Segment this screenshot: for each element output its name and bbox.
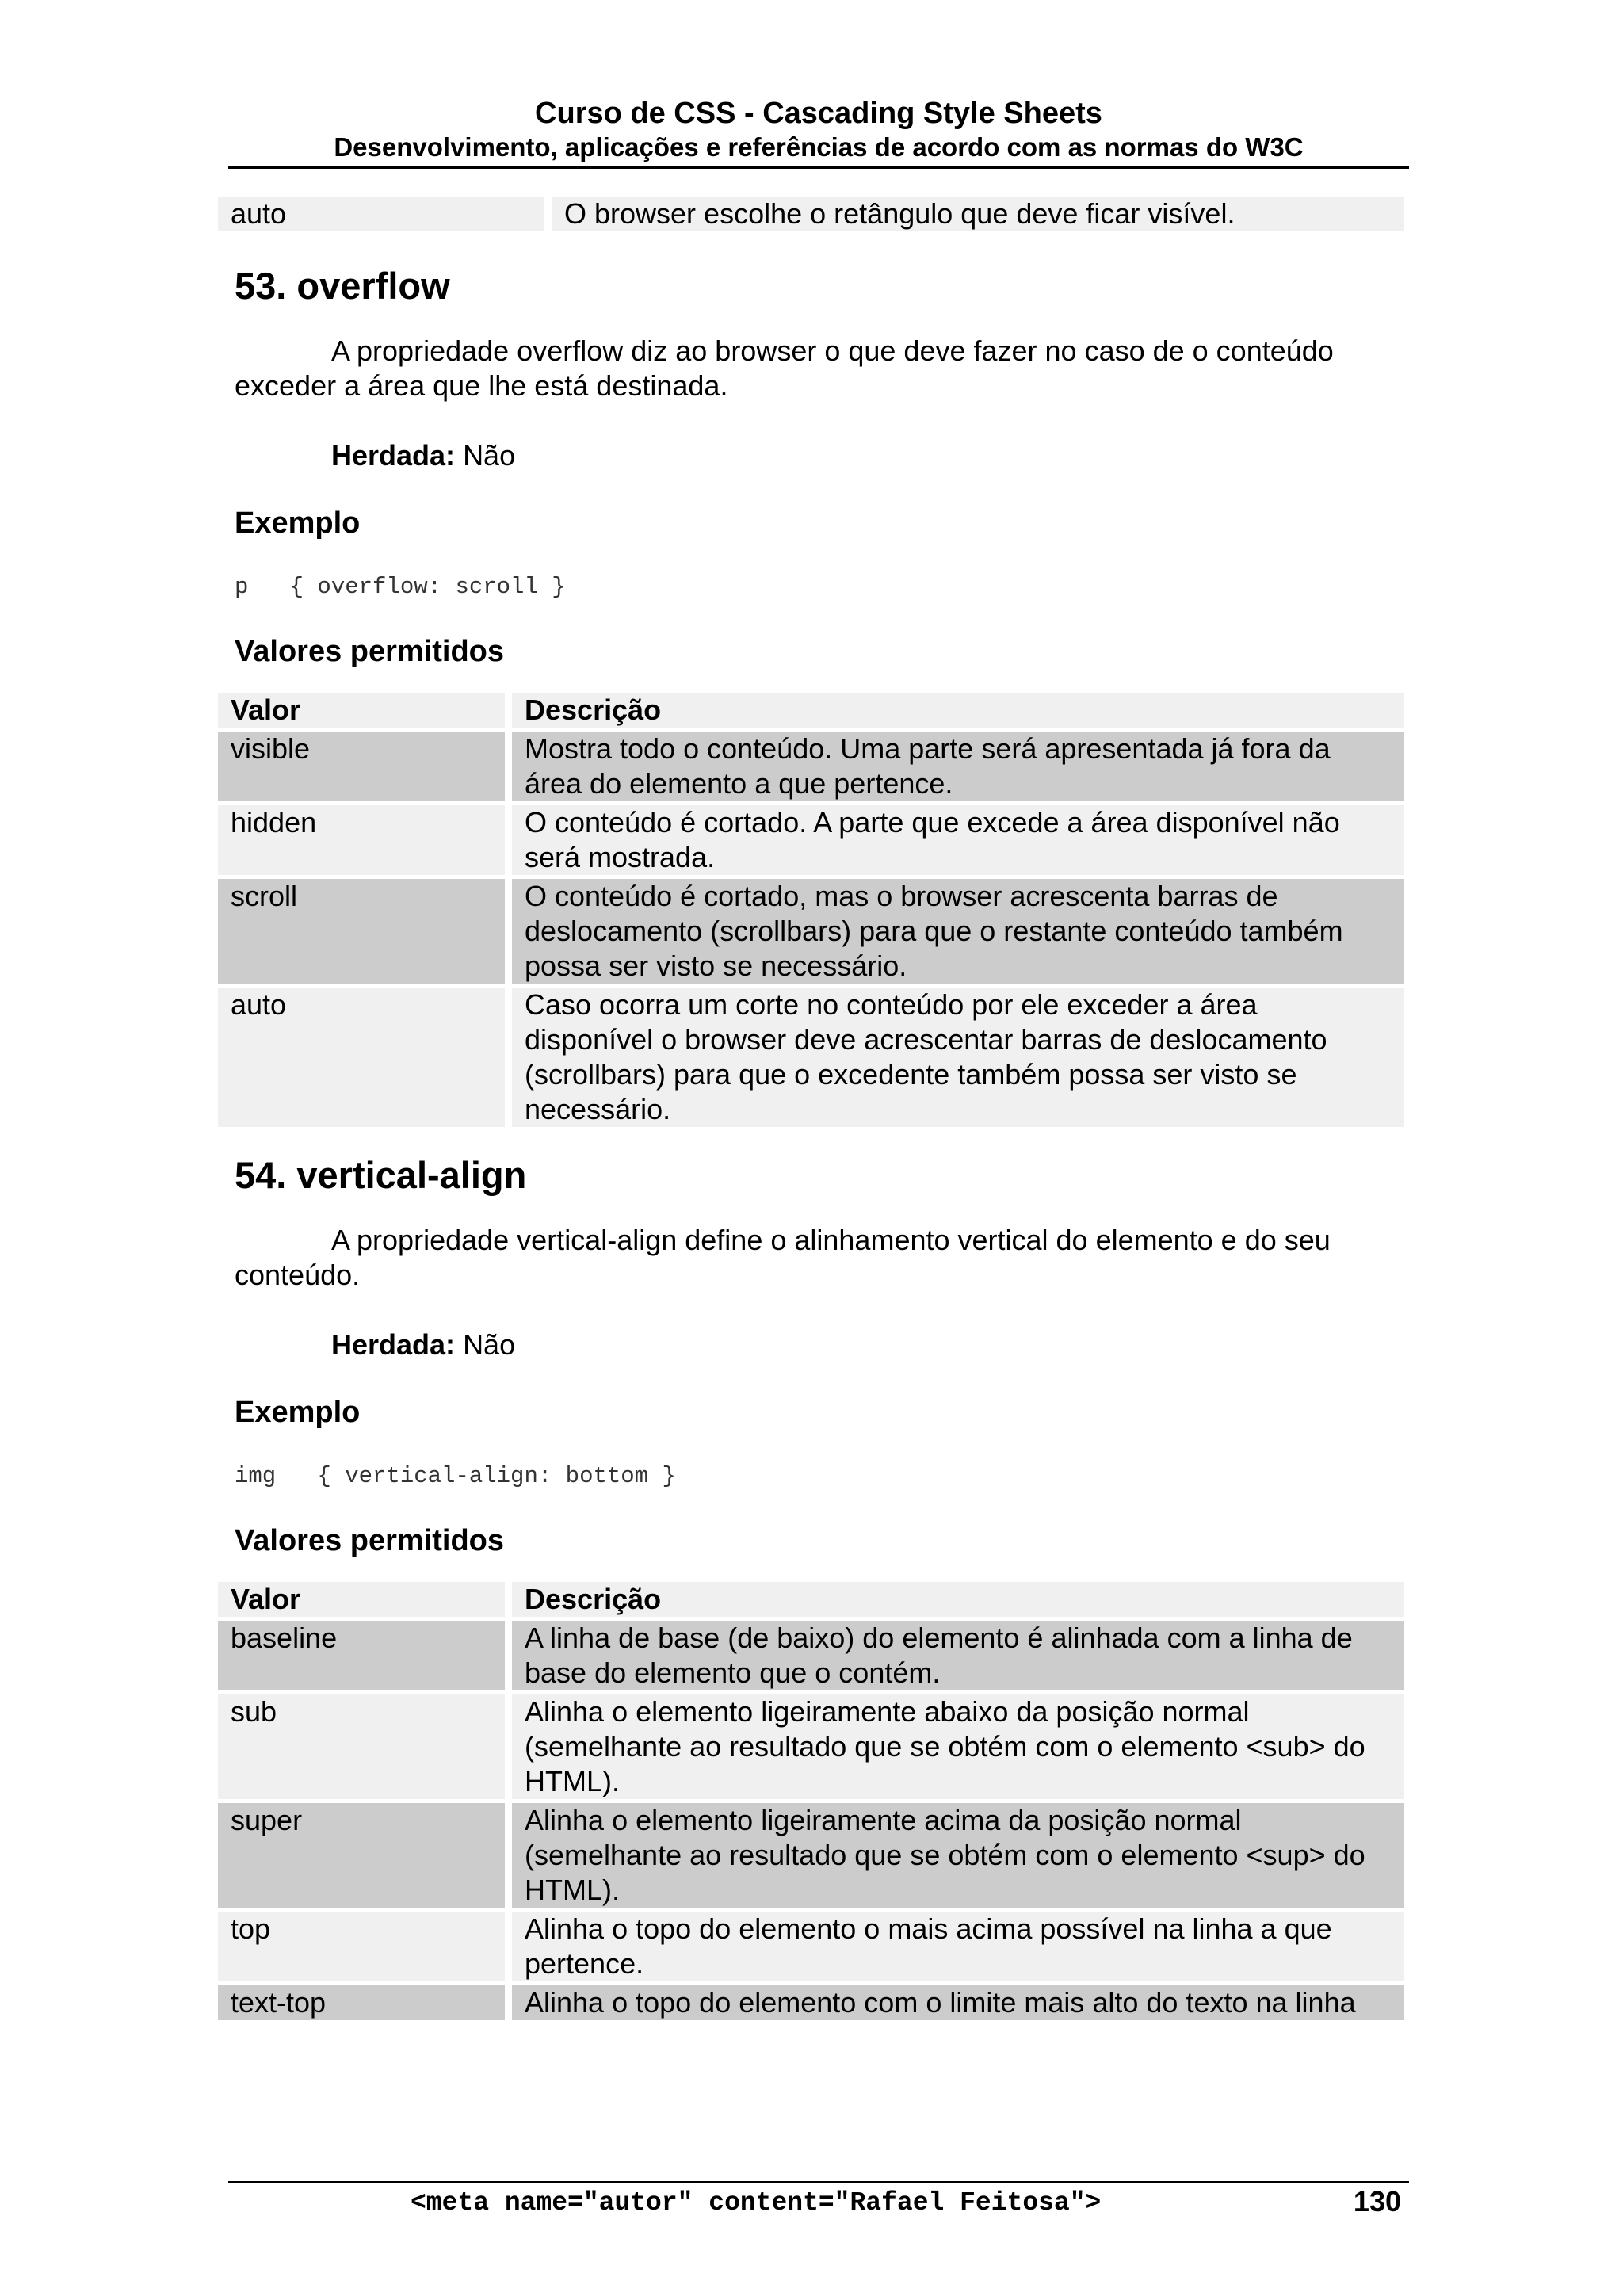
value-cell: scroll <box>218 879 505 984</box>
description-cell: Alinha o elemento ligeiramente abaixo da posição normal (semelhante ao resultado que se obtém com o elemento <sub> do HTML). <box>512 1694 1404 1799</box>
table-row <box>218 1985 1404 2020</box>
footer-rule <box>228 2181 1409 2183</box>
description-cell: O browser escolhe o retângulo que deve ficar visível. <box>552 197 1404 231</box>
column-header-value: Valor <box>218 1582 505 1617</box>
page-footer <box>228 2185 1409 2225</box>
value-cell: super <box>218 1803 505 1908</box>
table-row <box>218 1694 1404 1799</box>
value-cell: top <box>218 1912 505 1981</box>
table-header-row <box>218 693 1404 728</box>
section-heading-overflow: 53. overflow <box>235 265 450 307</box>
page-header <box>228 95 1409 163</box>
page-number: 130 <box>1353 2185 1401 2218</box>
description-cell: Alinha o topo do elemento o mais acima possível na linha a que pertence. <box>512 1912 1404 1981</box>
table-header-row <box>218 1582 1404 1617</box>
description-cell: O conteúdo é cortado. A parte que excede a área disponível não será mostrada. <box>512 805 1404 875</box>
column-header-description: Descrição <box>512 1582 1404 1617</box>
document-title: Curso de CSS - Cascading Style Sheets <box>535 97 1102 130</box>
section-paragraph: A propriedade vertical-align define o alinhamento vertical do elemento e do seu conteúdo. <box>235 1224 1331 1291</box>
table-row <box>218 879 1404 984</box>
footer-meta-text: <meta name="autor" content="Rafael Feitosa"> <box>411 2188 1102 2218</box>
inherited-value: Não <box>463 1328 516 1361</box>
description-cell: Caso ocorra um corte no conteúdo por ele exceder a área disponível o browser deve acrescentar barras de deslocamento (scrollbars) para que o excedente também possa ser visto se necessário. <box>512 988 1404 1127</box>
column-header-value: Valor <box>218 693 505 728</box>
description-cell: Alinha o elemento ligeiramente acima da posição normal (semelhante ao resultado que se obtém com o elemento <sup> do HTML). <box>512 1803 1404 1908</box>
vertical-align-values-table <box>211 1578 1411 2024</box>
table-row <box>218 732 1404 801</box>
example-heading: Exemplo <box>235 506 361 540</box>
table-row <box>218 1621 1404 1690</box>
values-heading: Valores permitidos <box>235 635 505 668</box>
value-cell: text-top <box>218 1985 505 2020</box>
table-row <box>218 1912 1404 1981</box>
value-cell: baseline <box>218 1621 505 1690</box>
example-code: p { overflow: scroll } <box>235 574 566 600</box>
page-content <box>218 193 1419 2024</box>
table-row <box>218 805 1404 875</box>
section-heading-vertical-align: 54. vertical-align <box>235 1154 527 1196</box>
inherited-line <box>218 438 1419 473</box>
value-cell: hidden <box>218 805 505 875</box>
value-cell: sub <box>218 1694 505 1799</box>
table-row <box>218 1803 1404 1908</box>
header-rule <box>228 166 1409 169</box>
description-cell: O conteúdo é cortado, mas o browser acrescenta barras de deslocamento (scrollbars) para que o restante conteúdo também possa ser visto se necessário. <box>512 879 1404 984</box>
description-cell: Mostra todo o conteúdo. Uma parte será apresentada já fora da área do elemento a que pertence. <box>512 732 1404 801</box>
inherited-value: Não <box>463 439 516 472</box>
description-cell: A linha de base (de baixo) do elemento é alinhada com a linha de base do elemento que o contém. <box>512 1621 1404 1690</box>
value-cell: visible <box>218 732 505 801</box>
continued-values-table <box>211 193 1411 235</box>
column-header-description: Descrição <box>512 693 1404 728</box>
value-cell: auto <box>218 988 505 1127</box>
section-paragraph: A propriedade overflow diz ao browser o que deve fazer no caso de o conteúdo exceder a área que lhe está destinada. <box>235 334 1334 402</box>
table-row <box>218 197 1404 231</box>
example-heading: Exemplo <box>235 1396 361 1429</box>
description-cell: Alinha o topo do elemento com o limite mais alto do texto na linha <box>512 1985 1404 2020</box>
inherited-label: Herdada: <box>331 1328 456 1361</box>
example-code: img { vertical-align: bottom } <box>235 1463 676 1489</box>
value-cell: auto <box>218 197 544 231</box>
inherited-line <box>218 1328 1419 1362</box>
overflow-values-table <box>211 689 1411 1131</box>
inherited-label: Herdada: <box>331 439 456 472</box>
table-row <box>218 988 1404 1127</box>
document-subtitle: Desenvolvimento, aplicações e referências de acordo com as normas do W3C <box>334 132 1304 162</box>
values-heading: Valores permitidos <box>235 1524 505 1557</box>
